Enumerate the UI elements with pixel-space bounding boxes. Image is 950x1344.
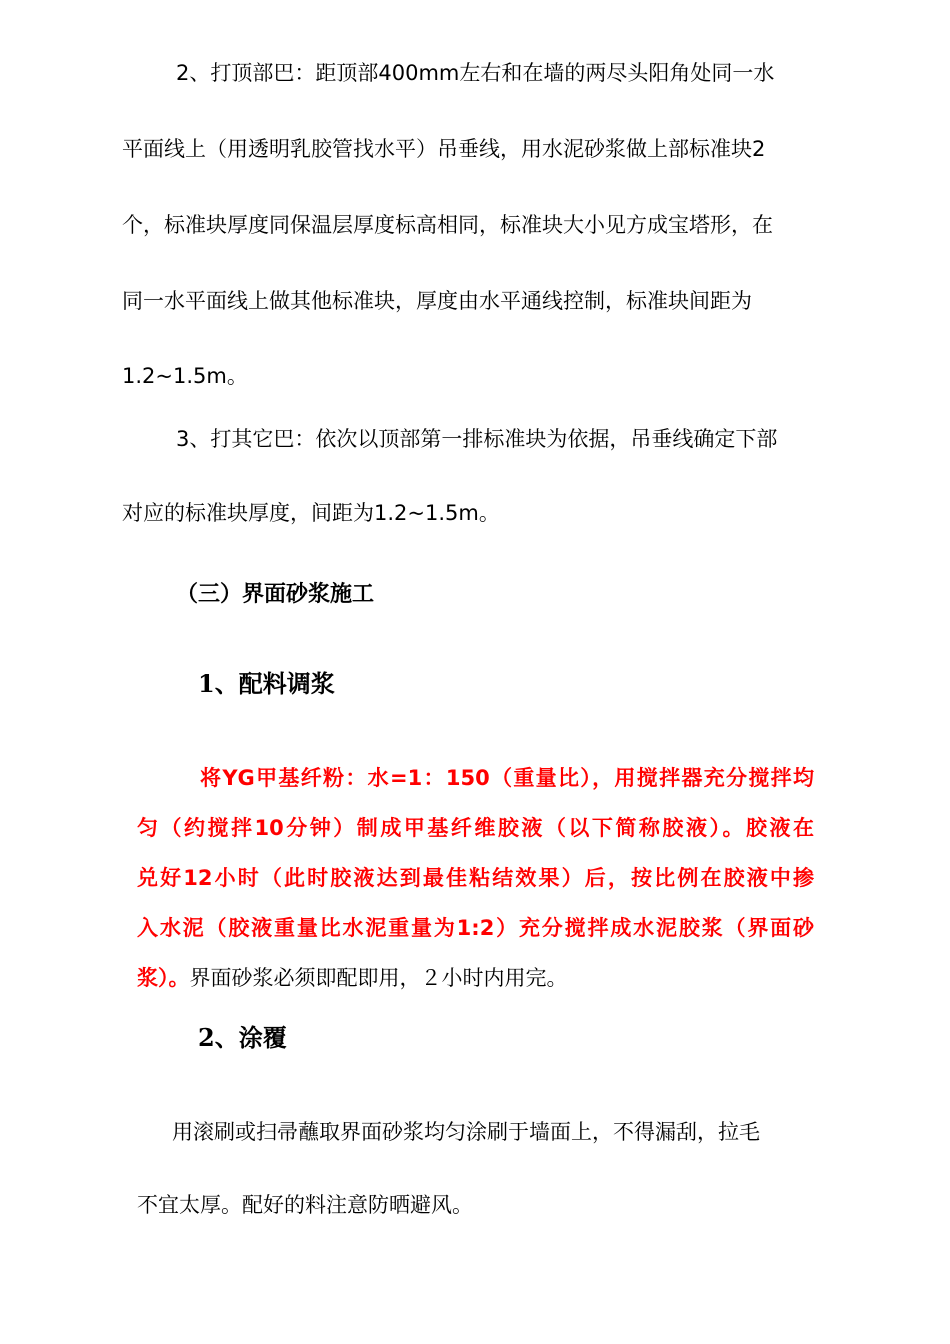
paragraph-2-line-1: 2、打顶部巴：距顶部400mm左右和在墙的两尽头阳角处同一水 (176, 61, 775, 85)
paragraph-2-line-5: 1.2~1.5m。 (122, 364, 248, 388)
mixing-line-5-tail: 界面砂浆必须即配即用，２小时内用完。 (189, 966, 568, 990)
paragraph-2-line-2: 平面线上（用透明乳胶管找水平）吊垂线，用水泥砂浆做上部标准块2 (122, 137, 766, 161)
mixing-instructions (137, 753, 814, 1003)
subheading-1: 1、配料调浆 (198, 669, 335, 698)
mixing-line-2: 匀（约搅拌10分钟）制成甲基纤维胶液（以下简称胶液）。胶液在 (137, 816, 814, 840)
section-heading: （三）界面砂浆施工 (176, 582, 375, 607)
coating-line-1: 用滚刷或扫帚蘸取界面砂浆均匀涂刷于墙面上，不得漏刮，拉毛 (172, 1120, 760, 1144)
paragraph-3-line-2: 对应的标准块厚度，间距为1.2~1.5m。 (122, 501, 500, 525)
coating-line-2: 不宜太厚。配好的料注意防晒避风。 (137, 1193, 473, 1217)
mixing-line-3: 兑好12小时（此时胶液达到最佳粘结效果）后，按比例在胶液中掺 (137, 866, 814, 890)
paragraph-3-line-1: 3、打其它巴：依次以顶部第一排标准块为依据，吊垂线确定下部 (176, 427, 778, 451)
mixing-line-5-red: 浆）。 (137, 966, 190, 990)
subheading-2: 2、涂覆 (198, 1023, 287, 1052)
mixing-line-5 (137, 953, 814, 1003)
mixing-line-4: 入水泥（胶液重量比水泥重量为1:2）充分搅拌成水泥胶浆（界面砂 (137, 916, 814, 940)
paragraph-2-line-3: 个，标准块厚度同保温层厚度标高相同，标准块大小见方成宝塔形，在 (122, 213, 773, 237)
mixing-line-1: 将YG甲基纤粉：水=1：150（重量比），用搅拌器充分搅拌均 (200, 766, 814, 790)
paragraph-2-line-4: 同一水平面线上做其他标准块，厚度由水平通线控制，标准块间距为 (122, 289, 752, 313)
